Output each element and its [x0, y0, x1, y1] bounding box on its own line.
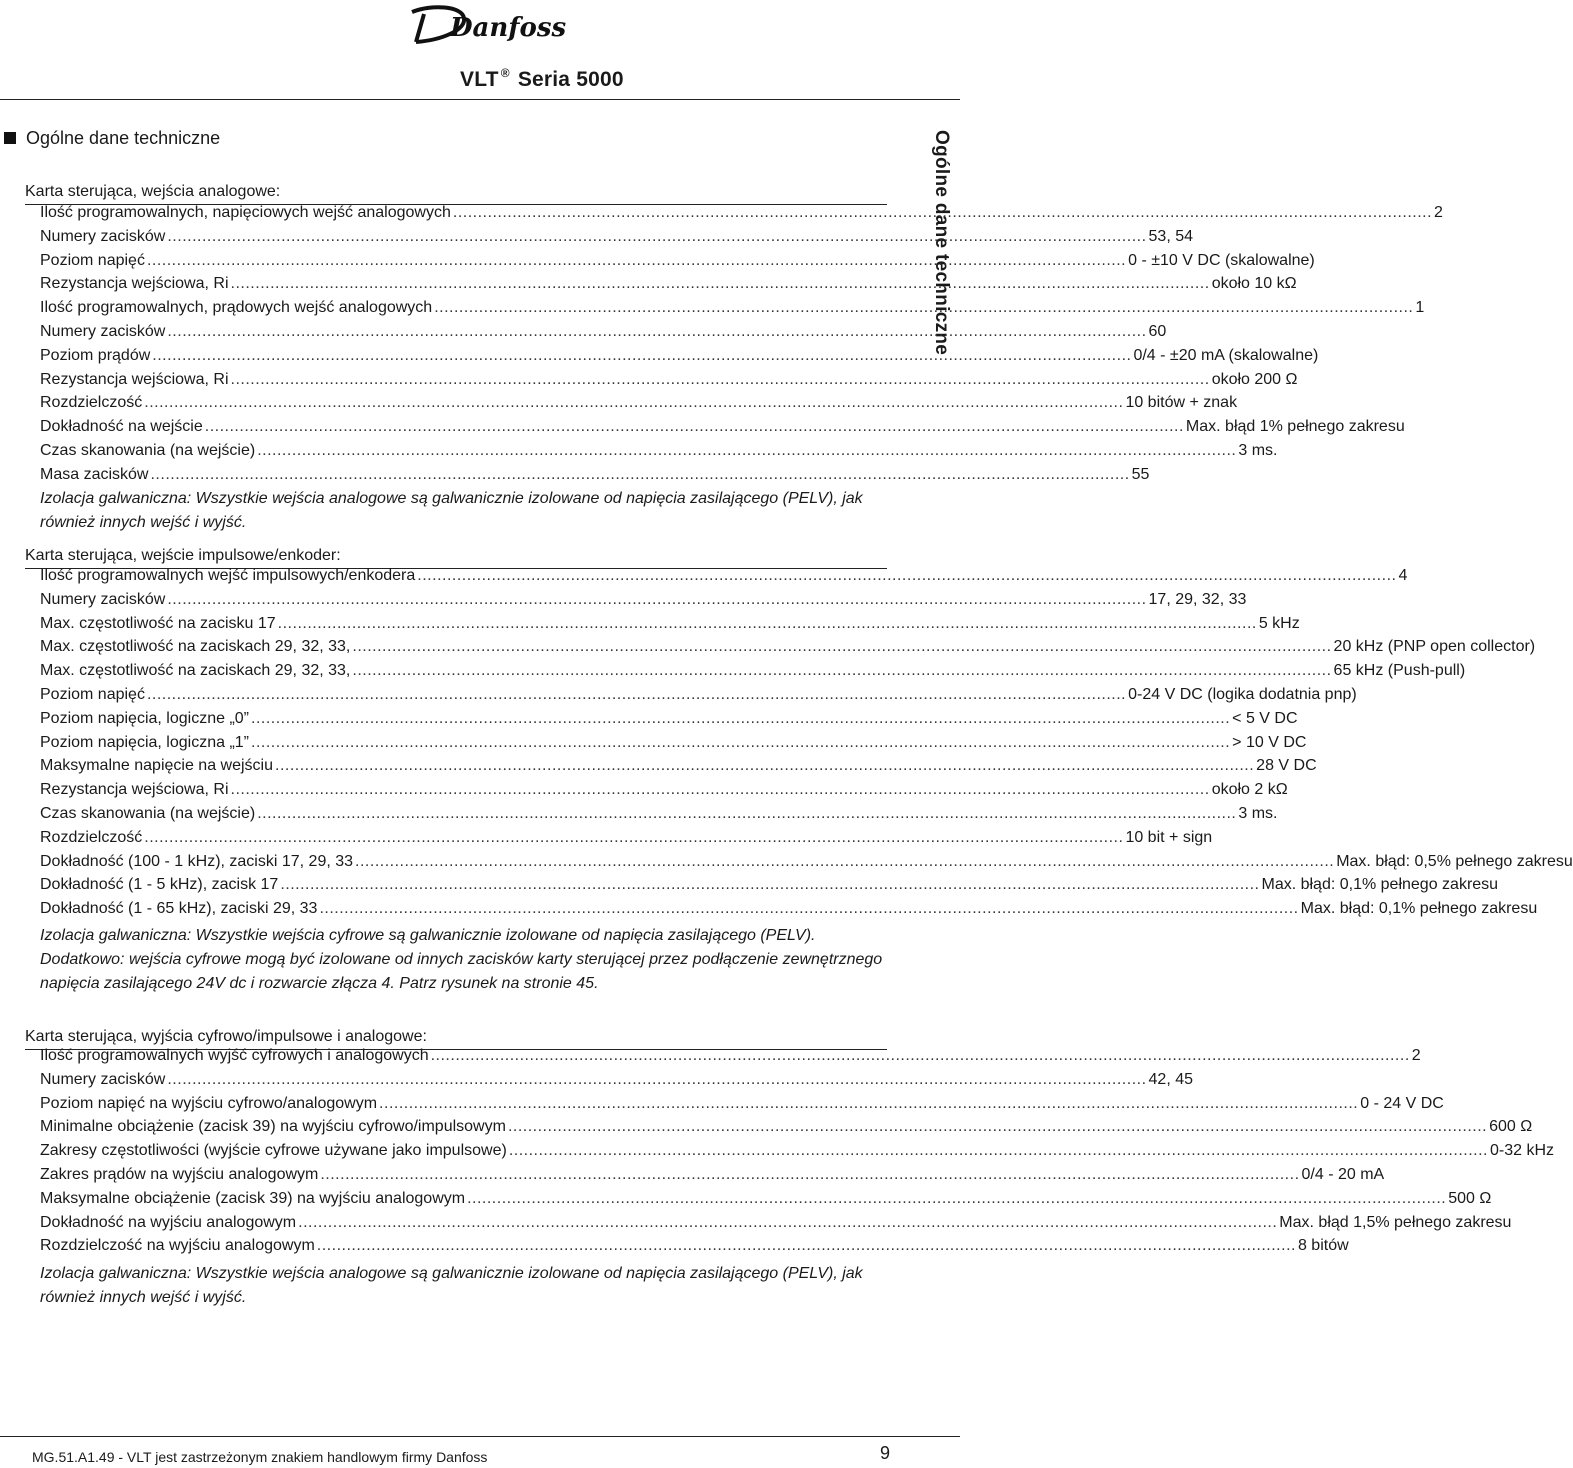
spec-value: około 200 Ω: [1211, 370, 1298, 388]
dot-leader: [231, 275, 1210, 293]
spec-row: [40, 757, 1317, 779]
spec-value: 0/4 - ±20 mA (skalowalne): [1133, 346, 1319, 364]
dot-leader: [167, 591, 1146, 609]
dot-leader: [509, 1142, 1488, 1160]
spec-value: 4: [1398, 567, 1408, 584]
dot-leader: [147, 686, 1126, 704]
spec-row: [40, 227, 1194, 250]
dot-leader: [320, 1166, 1299, 1184]
spec-row: [40, 662, 1466, 684]
spec-row: [40, 370, 1298, 393]
dot-leader: [152, 347, 1131, 365]
dot-leader: [144, 829, 1123, 847]
dot-leader: [434, 299, 1413, 317]
spec-value: 0-32 kHz: [1489, 1142, 1555, 1160]
spec-label: Rozdzielczość: [40, 828, 143, 846]
spec-label: Numery zacisków: [40, 227, 166, 245]
spec-label: Poziom napięć na wyjściu cyfrowo/analogowym: [40, 1094, 378, 1112]
spec-value: około 2 kΩ: [1211, 781, 1288, 799]
spec-label: Dokładność (100 - 1 kHz), zaciski 17, 29, 33: [40, 852, 354, 870]
dot-leader: [167, 1071, 1146, 1089]
spec-value: 1: [1415, 299, 1425, 317]
dot-leader: [147, 252, 1126, 270]
spec-label: Poziom napięcia, logiczne „0”: [40, 709, 249, 727]
dot-leader: [275, 757, 1254, 775]
danfoss-logo: [402, 2, 567, 46]
spec-value: 53, 54: [1148, 227, 1194, 245]
spec-row: [40, 204, 1443, 226]
pulse-inputs-title: [25, 547, 341, 565]
spec-label: Max. częstotliwość na zaciskach 29, 32, 33,: [40, 638, 351, 656]
spec-label: Numery zacisków: [40, 323, 166, 340]
spec-row: [40, 299, 1425, 321]
dot-leader: [508, 1118, 1487, 1136]
dot-leader: [231, 781, 1210, 799]
spec-label: Max. częstotliwość na zacisku 17: [40, 614, 276, 632]
spec-label: Poziom napięć: [40, 686, 145, 703]
spec-row: [40, 1166, 1385, 1188]
spec-label: Rozdzielczość na wyjściu analogowym: [40, 1237, 315, 1255]
spec-value: 60: [1148, 323, 1167, 340]
isolation-note: Izolacja galwaniczna: Wszystkie wejścia analogowe są galwanicznie izolowane od napięcia zasilającego (PELV), jak również innych wejść i wyjść.: [40, 1265, 863, 1306]
spec-row: [40, 1237, 1349, 1259]
spec-label: Masa zacisków: [40, 465, 149, 483]
spec-value: 500 Ω: [1448, 1189, 1492, 1207]
spec-label: Max. częstotliwość na zaciskach 29, 32, 33,: [40, 662, 351, 680]
spec-row: [40, 733, 1307, 756]
section-title: [4, 128, 220, 149]
spec-value: 0 - ±10 V DC (skalowalne): [1128, 251, 1315, 269]
spec-row: [40, 828, 1213, 851]
spec-row: [40, 1094, 1444, 1117]
spec-row: [40, 781, 1288, 803]
spec-row: [40, 590, 1247, 613]
spec-row: [40, 1213, 1512, 1236]
isolation-note: Izolacja galwaniczna: Wszystkie wejścia cyfrowe są galwanicznie izolowane od napięcia zasilającego (PELV). Dodatkowo: wejścia cyfrowe mogą być izolowane od innych zacisków karty sterującej przez podłączenie zewnętrznego napięcia zasilającego 24V dc i rozwarcie złącza 4. Patrz rysunek na stronie 45.: [40, 927, 883, 992]
dot-leader: [251, 710, 1230, 728]
spec-label: Numery zacisków: [40, 590, 166, 608]
dot-leader: [352, 638, 1331, 656]
spec-value: Max. błąd: 0,1% pełnego zakresu: [1261, 876, 1499, 894]
spec-label: Minimalne obciążenie (zacisk 39) na wyjściu cyfrowo/impulsowym: [40, 1118, 506, 1136]
dot-leader: [467, 1190, 1446, 1208]
pulse-inputs-title-text: Karta sterująca, wejście impulsowe/enkoder:: [25, 547, 341, 564]
spec-value: Max. błąd 1% pełnego zakresu: [1185, 418, 1405, 436]
spec-label: Dokładność na wyjściu analogowym: [40, 1213, 297, 1231]
dot-leader: [278, 615, 1257, 633]
logo-wordmark: Danfoss: [450, 13, 567, 43]
spec-label: Czas skanowania (na wejście): [40, 442, 256, 459]
spec-row: [40, 638, 1536, 660]
square-bullet-icon: [4, 132, 16, 144]
spec-value: > 10 V DC: [1232, 733, 1307, 751]
spec-row: [40, 418, 1405, 440]
spec-row: [40, 709, 1298, 732]
spec-row: [40, 876, 1499, 898]
spec-label: Czas skanowania (na wejście): [40, 805, 256, 822]
spec-label: Numery zacisków: [40, 1070, 166, 1088]
spec-value: 0-24 V DC (logika dodatnia pnp): [1128, 686, 1357, 703]
spec-row: [40, 394, 1238, 416]
spec-label: Rezystancja wejściowa, Ri: [40, 370, 229, 388]
document-title: [460, 66, 760, 92]
spec-label: Ilość programowalnych, prądowych wejść analogowych: [40, 299, 433, 317]
spec-row: [40, 852, 1573, 875]
spec-value: 20 kHz (PNP open collector): [1333, 638, 1536, 656]
spec-row: [40, 1070, 1194, 1093]
spec-row: [40, 323, 1167, 345]
outputs-title: [25, 1028, 427, 1046]
danfoss-logo-mark: [402, 2, 567, 46]
side-tab-label: Ogólne dane techniczne: [931, 130, 952, 356]
dot-leader: [355, 853, 1334, 871]
spec-value: 42, 45: [1148, 1070, 1194, 1088]
spec-row: [40, 614, 1300, 637]
spec-value: 28 V DC: [1256, 757, 1317, 775]
spec-value: 10 bit + sign: [1125, 828, 1213, 846]
header-rule: [0, 99, 960, 100]
dot-leader: [453, 204, 1432, 222]
spec-value: 8 bitów: [1297, 1237, 1349, 1255]
spec-value: 55: [1131, 465, 1150, 483]
dot-leader: [231, 371, 1210, 389]
dot-leader: [205, 418, 1184, 436]
spec-label: Ilość programowalnych, napięciowych wejść analogowych: [40, 204, 451, 221]
footer-text: MG.51.A1.49 - VLT jest zastrzeżonym znakiem handlowym firmy Danfoss: [32, 1449, 488, 1465]
spec-value: 65 kHz (Push-pull): [1333, 662, 1466, 680]
spec-row: [40, 686, 1357, 708]
spec-value: 10 bitów + znak: [1125, 394, 1238, 412]
page-number: 9: [880, 1443, 891, 1463]
spec-label: Zakresy częstotliwości (wyjście cyfrowe używane jako impulsowe): [40, 1142, 507, 1160]
spec-label: Dokładność (1 - 65 kHz), zaciski 29, 33: [40, 900, 318, 918]
dot-leader: [167, 228, 1146, 246]
spec-value: 600 Ω: [1489, 1118, 1533, 1136]
spec-row: [40, 442, 1278, 464]
spec-label: Ilość programowalnych wyjść cyfrowych i analogowych: [40, 1047, 429, 1064]
dot-leader: [319, 900, 1298, 918]
title-main: VLT: [460, 68, 499, 91]
dot-leader: [417, 567, 1396, 585]
spec-value: 2: [1434, 204, 1443, 221]
spec-value: 5 kHz: [1258, 614, 1300, 632]
analog-inputs-title: [25, 183, 280, 201]
spec-label: Poziom napięcia, logiczna „1”: [40, 733, 249, 751]
spec-value: około 10 kΩ: [1211, 275, 1297, 293]
dot-leader: [167, 323, 1146, 341]
spec-value: 17, 29, 32, 33: [1148, 590, 1247, 608]
section-title-text: Ogólne dane techniczne: [26, 128, 221, 148]
spec-label: Poziom prądów: [40, 346, 151, 364]
dot-leader: [257, 805, 1236, 823]
spec-value: 3 ms.: [1238, 805, 1278, 822]
spec-row: [40, 275, 1297, 297]
spec-row: [40, 1118, 1533, 1140]
spec-label: Zakres prądów na wyjściu analogowym: [40, 1166, 319, 1183]
spec-value: < 5 V DC: [1232, 709, 1298, 727]
dot-leader: [431, 1047, 1410, 1065]
footer-rule: [0, 1436, 960, 1437]
spec-label: Dokładność na wejście: [40, 418, 203, 436]
spec-row: [40, 900, 1538, 922]
spec-label: Maksymalne obciążenie (zacisk 39) na wyjściu analogowym: [40, 1189, 466, 1207]
spec-row: [40, 1142, 1555, 1164]
dot-leader: [352, 662, 1331, 680]
dot-leader: [257, 442, 1236, 460]
spec-label: Rezystancja wejściowa, Ri: [40, 781, 229, 799]
isolation-note: Izolacja galwaniczna: Wszystkie wejścia analogowe są galwanicznie izolowane od napięcia zasilającego (PELV), jak również innych wejść i wyjść.: [40, 490, 863, 531]
spec-value: 0 - 24 V DC: [1360, 1094, 1444, 1112]
outputs-title-text: Karta sterująca, wyjścia cyfrowo/impulsowe i analogowe:: [25, 1028, 427, 1045]
spec-value: 2: [1411, 1047, 1421, 1064]
dot-leader: [317, 1237, 1296, 1255]
spec-value: 3 ms.: [1238, 442, 1278, 459]
spec-label: Rezystancja wejściowa, Ri: [40, 275, 229, 293]
title-rest: Seria 5000: [517, 68, 624, 91]
spec-label: Poziom napięć: [40, 251, 145, 269]
title-registered-mark: ®: [500, 66, 510, 80]
spec-value: Max. błąd 1,5% pełnego zakresu: [1279, 1213, 1512, 1231]
spec-row: [40, 805, 1278, 827]
dot-leader: [280, 876, 1259, 894]
dot-leader: [251, 734, 1230, 752]
spec-value: Max. błąd: 0,5% pełnego zakresu: [1336, 852, 1573, 870]
spec-row: [40, 1189, 1492, 1212]
spec-row: [40, 465, 1150, 488]
spec-row: [40, 1047, 1421, 1069]
spec-label: Rozdzielczość: [40, 394, 143, 412]
dot-leader: [379, 1095, 1358, 1113]
spec-row: [40, 567, 1408, 589]
spec-value: 0/4 - 20 mA: [1301, 1166, 1385, 1183]
dot-leader: [150, 466, 1129, 484]
spec-label: Ilość programowalnych wejść impulsowych/enkodera: [40, 567, 416, 584]
spec-row: [40, 346, 1319, 369]
spec-value: Max. błąd: 0,1% pełnego zakresu: [1300, 900, 1538, 918]
spec-row: [40, 251, 1315, 274]
spec-label: Dokładność (1 - 5 kHz), zacisk 17: [40, 876, 279, 894]
dot-leader: [298, 1214, 1277, 1232]
analog-inputs-title-text: Karta sterująca, wejścia analogowe:: [25, 183, 281, 200]
dot-leader: [144, 394, 1123, 412]
spec-label: Maksymalne napięcie na wejściu: [40, 757, 273, 775]
